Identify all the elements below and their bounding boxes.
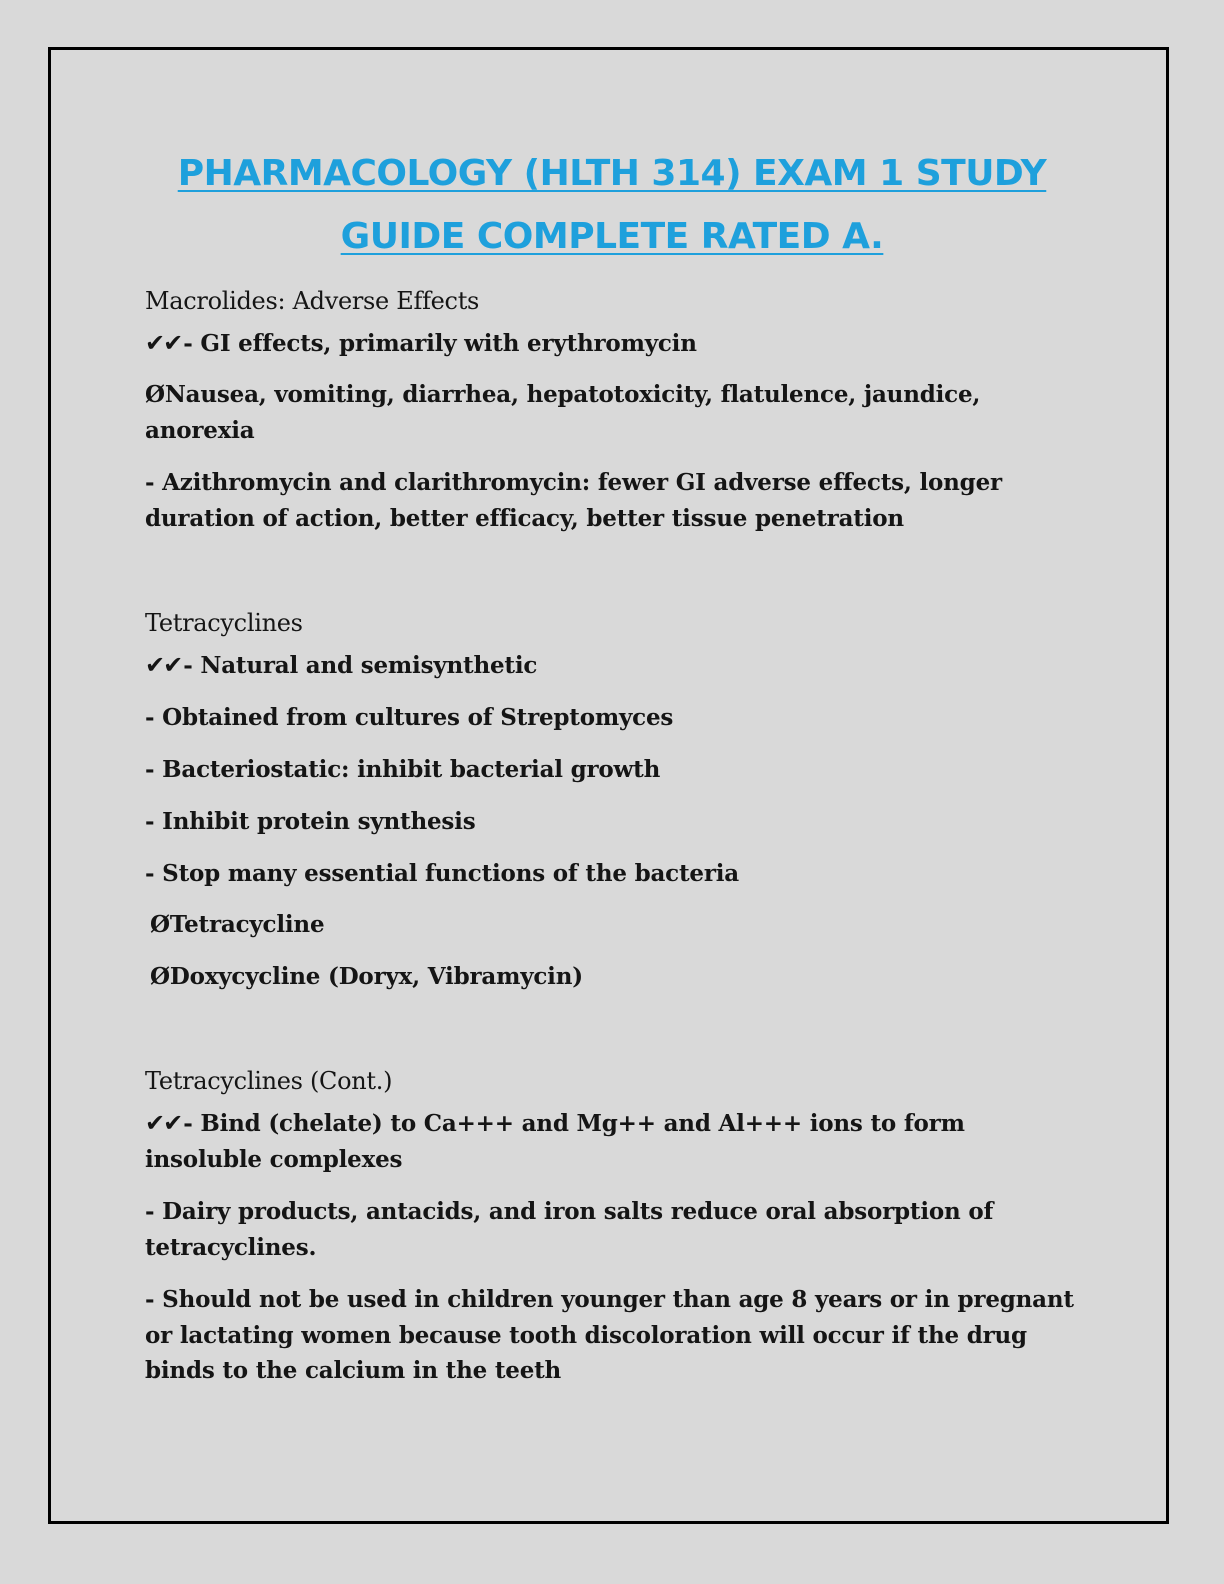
section-heading-tetracyclines: Tetracyclines (145, 609, 303, 637)
document-title-line-2: GUIDE COMPLETE RATED A. (340, 216, 884, 257)
bullet-line (145, 328, 697, 359)
bullet-line: - Bacteriostatic: inhibit bacterial growth (145, 756, 661, 783)
section-heading-macrolides: Macrolides: Adverse Effects (145, 287, 480, 315)
bullet-line (145, 1108, 965, 1139)
bullet-line: ØTetracycline (150, 911, 325, 938)
bullet-text: - Natural and semisynthetic (183, 652, 538, 679)
bullet-line (145, 650, 537, 681)
bullet-line: - Dairy products, antacids, and iron salts reduce oral absorption of (145, 1198, 994, 1225)
double-check-icon: ✔✔ (145, 329, 182, 357)
bullet-line: binds to the calcium in the teeth (145, 1357, 562, 1384)
bullet-text: - Bind (chelate) to Ca+++ and Mg++ and Al+++ ions to form (183, 1110, 965, 1137)
bullet-line: anorexia (145, 417, 255, 444)
bullet-line: - Stop many essential functions of the bacteria (145, 860, 740, 887)
bullet-line: - Obtained from cultures of Streptomyces (145, 704, 674, 731)
double-check-icon: ✔✔ (145, 651, 182, 679)
bullet-line: - Inhibit protein synthesis (145, 808, 476, 835)
bullet-line: ØDoxycycline (Doryx, Vibramycin) (150, 963, 583, 990)
bullet-line: duration of action, better efficacy, better tissue penetration (145, 505, 904, 532)
bullet-line: - Azithromycin and clarithromycin: fewer GI adverse effects, longer (145, 469, 1002, 496)
bullet-line: ØNausea, vomiting, diarrhea, hepatotoxicity, flatulence, jaundice, (145, 381, 981, 408)
double-check-icon: ✔✔ (145, 1109, 182, 1137)
bullet-line: or lactating women because tooth discoloration will occur if the drug (145, 1322, 1027, 1349)
bullet-line: tetracyclines. (145, 1234, 317, 1261)
document-title-line-1: PHARMACOLOGY (HLTH 314) EXAM 1 STUDY (177, 153, 1047, 194)
bullet-line: insoluble complexes (145, 1146, 403, 1173)
bullet-line: - Should not be used in children younger than age 8 years or in pregnant (145, 1286, 1074, 1313)
bullet-text: - GI effects, primarily with erythromycin (183, 330, 697, 357)
section-heading-tetracyclines-cont: Tetracyclines (Cont.) (145, 1067, 393, 1095)
